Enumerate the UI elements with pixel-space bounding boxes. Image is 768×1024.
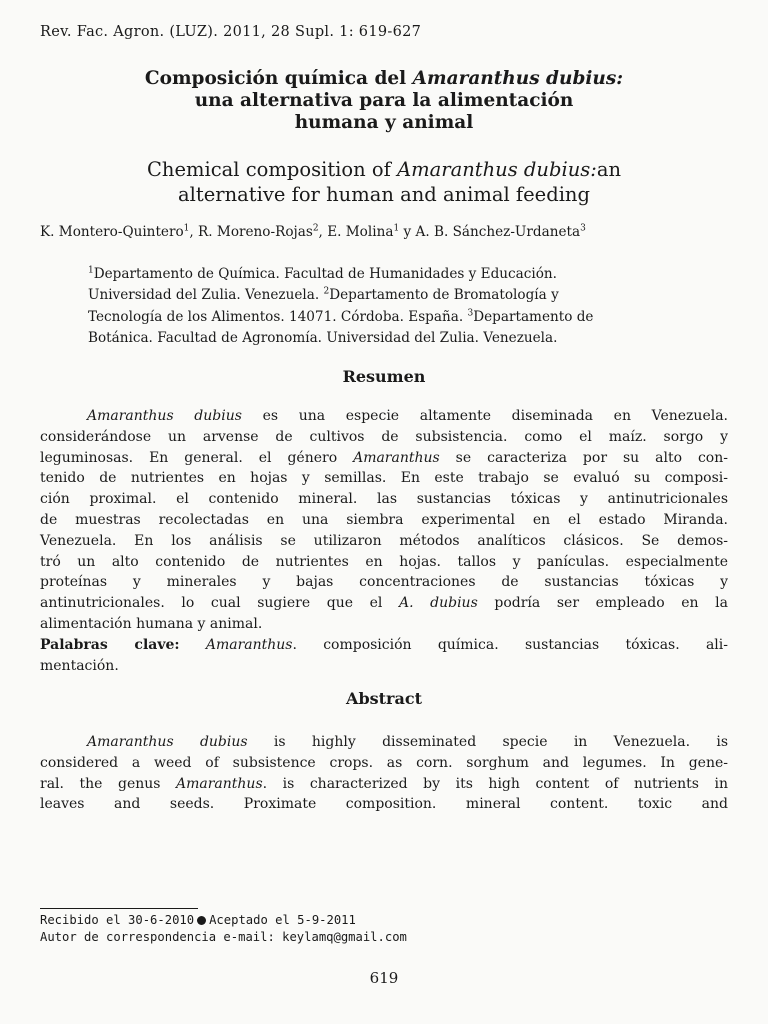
author: E. Molina$^1$ y (327, 223, 416, 240)
footnote (40, 912, 407, 946)
title-es-line-1: Composición química del Amaranthus dubius: (144, 68, 624, 89)
author: K. Montero-Quintero$^1$, (40, 223, 199, 240)
title-es-line-3: humana y animal (294, 112, 474, 133)
title-spanish (40, 68, 728, 134)
text-line: Amaranthus dubius es una especie altamente diseminada en Venezuela. (87, 408, 729, 424)
species-name: Amaranthus dubius: (412, 68, 624, 89)
affiliation-line: Universidad del Zulia. Venezuela. $^2$Departamento de Bromatología y (88, 286, 559, 304)
page-number: 619 (369, 969, 399, 987)
keywords-label: Palabras clave: (40, 636, 180, 653)
text-line: tenido de nutrientes en hojas y semillas. En este trabajo se evaluó su composi- (40, 470, 728, 487)
title-en-line-1: Chemical composition of Amaranthus dubius:an (146, 158, 622, 181)
text-line: proteínas y minerales y bajas concentraciones de sustancias tóxicas y (40, 574, 728, 591)
affiliation-line: $^1$Departamento de Química. Facultad de Humanidades y Educación. (88, 265, 557, 282)
text-line: considerándose un arvense de cultivos de subsistencia. como el maíz. sorgo y (40, 428, 728, 445)
text-line: considered a weed of subsistence crops. as corn. sorghum and legumes. In gene- (40, 754, 728, 771)
bullet-icon (197, 916, 206, 925)
resumen-paragraph (40, 406, 728, 676)
text-line: leguminosas. En general. el género Amaranthus se caracteriza por su alto con- (40, 449, 728, 466)
text-line: ral. the genus Amaranthus. is characterized by its high content of nutrients in (40, 775, 728, 792)
received-date: Recibido el 30-6-2010 (40, 913, 195, 927)
author: A. B. Sánchez-Urdaneta$^3$ (415, 223, 586, 240)
accepted-date: Aceptado el 5-9-2011 (209, 913, 356, 927)
text-line: de muestras recolectadas en una siembra experimental en el estado Miranda. (40, 511, 728, 528)
resumen-heading: Resumen (342, 367, 426, 386)
dates-line (40, 912, 407, 929)
correspondence-line: Autor de correspondencia e-mail: keylamq@gmail.com (40, 930, 407, 944)
keywords-line: mentación. (40, 657, 119, 674)
journal-reference: Rev. Fac. Agron. (LUZ). 2011, 28 Supl. 1: 619-627 (40, 24, 422, 40)
abstract-heading: Abstract (346, 689, 422, 708)
abstract-paragraph (40, 732, 728, 815)
author-list (40, 224, 740, 240)
affiliations (88, 264, 728, 349)
author: R. Moreno-Rojas$^2$, (198, 223, 328, 240)
species-name: Amaranthus dubius: (397, 158, 597, 181)
text-line: Venezuela. En los análisis se utilizaron métodos analíticos clásicos. Se demos- (40, 532, 728, 549)
text-line: ción proximal. el contenido mineral. las sustancias tóxicas y antinutricionales (40, 491, 728, 508)
affiliation-line: Tecnología de los Alimentos. 14071. Córdoba. España. $^3$Departamento de (88, 308, 594, 325)
footnote-divider (40, 908, 198, 909)
text-line: leaves and seeds. Proximate composition. mineral content. toxic and (40, 796, 728, 813)
title-es-line-2: una alternativa para la alimentación (194, 90, 574, 111)
title-english (40, 157, 728, 207)
text-line: tró un alto contenido de nutrientes en hojas. tallos y panículas. especialmente (40, 553, 728, 570)
text-line: Amaranthus dubius is highly disseminated specie in Venezuela. is (87, 734, 729, 750)
affiliation-line: Botánica. Facultad de Agronomía. Universidad del Zulia. Venezuela. (88, 329, 558, 346)
keywords-line: Palabras clave: Amaranthus. composición química. sustancias tóxicas. ali- (40, 636, 728, 653)
text-line: antinutricionales. lo cual sugiere que el A. dubius podría ser empleado en la (40, 595, 728, 612)
text-line: alimentación humana y animal. (40, 615, 263, 632)
title-en-line-2: alternative for human and animal feeding (178, 183, 590, 206)
